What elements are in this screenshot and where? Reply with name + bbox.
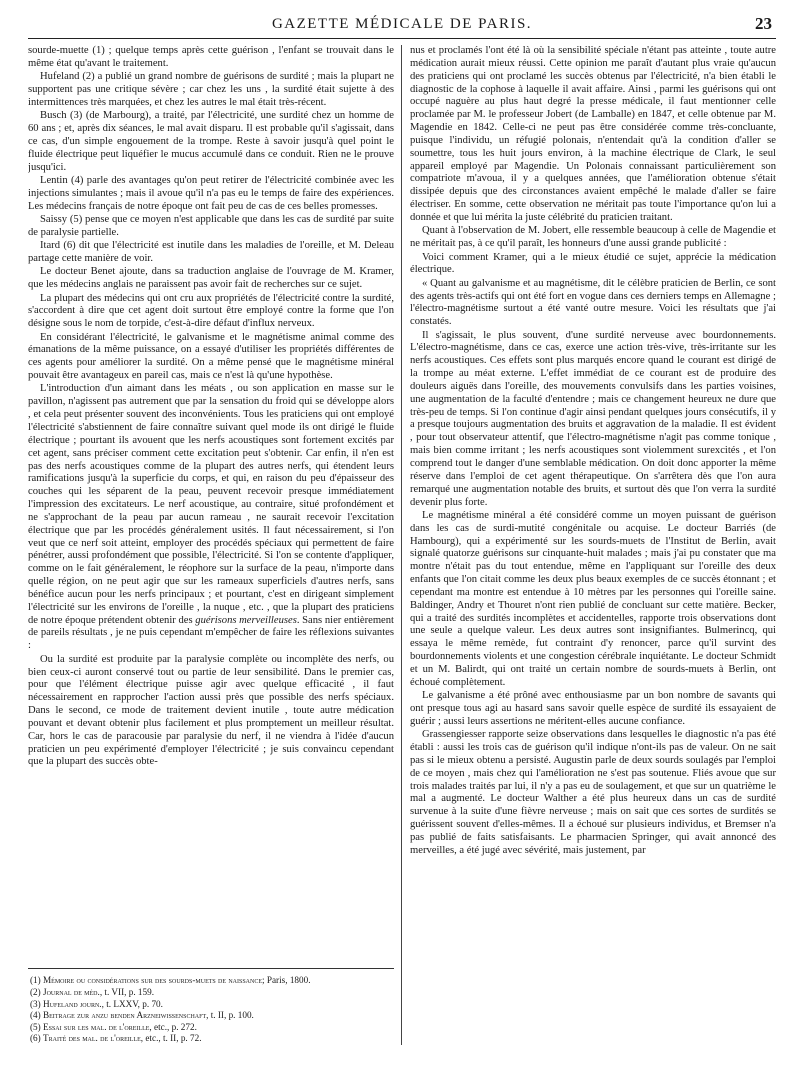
footnote-rest: ; Paris, 1800.: [262, 975, 311, 986]
footnote: [28, 1010, 394, 1022]
page-header: [28, 14, 776, 39]
footnotes: [28, 968, 394, 1045]
footnote-number: (5): [30, 1021, 41, 1032]
column-divider: [401, 45, 402, 1045]
page-number: 23: [755, 14, 772, 33]
paragraph: Itard (6) dit que l'électricité est inutile dans les maladies de l'oreille, et M. Deleau partage cette manière de voir.: [28, 240, 394, 264]
paragraph: Lentin (4) parle des avantages qu'on peut retirer de l'électricité combinée avec les injections simulantes ; mais il avoue qu'il n'a pas eu le temps de faire des expériences. Les médecins français de notre époque ont fait peu de cas de ces belles promesses.: [28, 174, 394, 212]
footnote-title: Essai sur les mal. de l'oreille: [43, 1021, 150, 1032]
footnote-number: (1): [30, 975, 41, 986]
paragraph: Quant à l'observation de M. Jobert, elle ressemble beaucoup à celle de Magendie et ne méritait pas, à ce qu'il paraît, les honneurs d'une aussi grande publicité :: [410, 225, 776, 250]
paragraph: Saissy (5) pense que ce moyen n'est applicable que dans les cas de surdité par suite de paralysie partielle.: [28, 213, 394, 238]
running-title: GAZETTE MÉDICALE DE PARIS.: [271, 16, 533, 32]
emphasis-text: guérisons merveilleuses: [195, 614, 297, 626]
right-column: [410, 45, 776, 1045]
footnote-title: Hufeland journ.: [43, 998, 102, 1009]
paragraph: Le galvanisme a été prôné avec enthousiasme par un bon nombre de savants qui ont presque tous agi au hasard sans savoir quelle espèce de surdité ils essayaient de guérir ; aussi leurs assertions ne méritent-elles aucune confiance.: [410, 690, 776, 727]
left-column: [28, 45, 394, 1045]
footnote: [28, 999, 394, 1011]
paragraph: Le docteur Benet ajoute, dans sa traduction anglaise de l'ouvrage de M. Kramer, que les médecins anglais ne paraissent pas avoir fait de recherches sur ce sujet.: [28, 266, 394, 291]
paragraph: La plupart des médecins qui ont cru aux propriétés de l'électricité contre la surdité, s'accordent à dire que cet agent doit surtout être employé contre la forme que l'on désigne sous le nom de torpide, c'est-à-dire défaut d'influx nerveux.: [28, 292, 394, 330]
paragraph: Voici comment Kramer, qui a le mieux étudié ce sujet, apprécie la médication électrique.: [410, 251, 776, 276]
paragraph: Hufeland (2) a publié un grand nombre de guérisons de surdité ; mais la plupart ne supportent pas une critique sévère ; car chez les uns , la surdité était sujette à des intermittences très marquées, et chez les autres le mal était très-récent.: [28, 71, 394, 108]
paragraph: Il s'agissait, le plus souvent, d'une surdité nerveuse avec bourdonnements. L'électro-magnétisme, dans ce cas, exerce une action très-vive, très-irritante sur les nerfs acoustiques. Ces effets sont plus marqués encore quand le courant est dirigé de la trompe au méat externe. L'effet immédiat de ce courant est de produire des douleurs aiguës dans l'oreille, des mouvements convulsifs dans les parties voisines, une augmentation de la faculté d'entendre ; mais ce changement heureux ne dure que très-peu de temps. Si l'on continue d'agir ainsi pendant quelques jours consécutifs, il y a presque toujours augmentation des bruits et aggravation de la maladie. Il est évident , pour tout observateur attentif, que l'électro-magnétisme n'agit pas comme tonique , mais bien comme irritant ; les nerfs acoustiques sont violemment surexcités , et l'on comprend tout le danger d'une semblable médication. On doit donc apporter la même réserve dans l'emploi de cet agent thérapeutique. On s'arrêtera dès que l'on aura remarqué une augmentation notable des bruits, et surtout dès que l'on verra la surdité devenir plus forte.: [410, 329, 776, 508]
right-column-body: [410, 45, 776, 1045]
footnote-title: Journal de méd.: [43, 987, 100, 998]
footnote-rest: , etc., t. II, p. 72.: [140, 1033, 202, 1044]
footnote: [28, 987, 394, 999]
footnote-rest: , t. VII, p. 159.: [99, 987, 154, 998]
left-column-body: [28, 45, 394, 964]
footnote-number: (3): [30, 998, 41, 1009]
footnote-number: (4): [30, 1010, 41, 1021]
footnote-rest: , t. LXXV, p. 70.: [101, 998, 163, 1009]
paragraph-text: . Sans nier entièrement de pareils résultats , je ne puis cependant m'empêcher de faire les réflexions suivantes :: [28, 614, 394, 652]
text-columns: [28, 45, 776, 1045]
footnote-number: (6): [30, 1033, 41, 1044]
paragraph: Le magnétisme minéral a été considéré comme un moyen puissant de guérison dans les cas de surdi-mutité congénitale ou acquise. Le docteur Barriés (de Hambourg), qui a expérimenté sur les sourds-muets de l'Institut de Berlin, avait signalé quatorze guérisons sur cinquante-huit malades ; mais j'ai pu constater que ma montre n'était pas du tout entendue, même en l'appliquant sur l'oreille des deux enfants que l'on citait comme les deux plus beaux exemples de ce succès étonnant ; et cependant ma montre est entendue à 10 mètres par les personnes qui l'oreille saine. Baldinger, Andry et Thouret n'ont rien publié de concluant sur cette matière. Becker, qui a traité des surdités incomplètes et accidentelles, rapporte trois observations dont une seule a quelque valeur. Les deux autres sont insignifiantes. Bulmerincq, qui essaya le même remède, fut contraint d'y renoncer, parce qu'il survint des bourdonnements violents et une congestion cérébrale inquiétante. Le docteur Schmidt et un M. Balirdt, qui ont traité un certain nombre de sourds-muets à Berlin, ont échoué complètement.: [410, 509, 776, 688]
paragraph: En considérant l'électricité, le galvanisme et le magnétisme animal comme des émanations de la même puissance, on a essayé d'utiliser les propriétés différentes de ces agents pour améliorer la surdité. On a même pensé que le magnétisme minéral pouvait être avantageux en pareil cas, mais ce n'est là qu'une hypothèse.: [28, 331, 394, 382]
paragraph-text: L'introduction d'un aimant dans les méats , ou son application en masse sur le pavillon, n'agissent pas autrement que par la sensation du froid qui se développe alors , et cela peut présenter souvent des inconvénients. Tous les praticiens qui ont employé l'électricité s'abstiennent de faire connaître suivant quel mode ils ont dirigé le fluide électrique ; pourtant ils avouent que les nerfs acoustiques sont fortement excités par cet agent, sans préciser comment cette excitation peut s'obtenir. Car enfin, il n'en est pas des nerfs acoustiques comme de la plupart des autres nerfs, qui étendent leurs ramifications jusqu'à la superficie du corps, et qui, en raison du peu d'épaisseur des couches qui les séparent de la peau, peuvent recevoir presque immédiatement l'impression des excitateurs. Le nerf acoustique, au contraire, situé profondément et ne s'approchant de la peau par aucun rameau , ne saurait recevoir l'excitation électrique que par les procédés généralement usités. Il faut nécessairement, si l'on veut que ce nerf soit atteint, employer des procédés spéciaux qui permettent de faire pénétrer, aussi profondément que possible, l'électricité. Si l'on se contente d'appliquer, comme on le fait généralement, le réophore sur la surface de la peau, n'importe dans quelle région, on ne peut agir que sur les rameaux superficiels d'autres nerfs, sans bénéfice aucun pour les nerfs principaux ; et pourtant, c'est en dirigeant simplement l'électricité sur les environs de l'oreille , la nuque , etc. , que la plupart des praticiens de notre époque prétendent obtenir des: [28, 383, 394, 626]
paragraph: Ou la surdité est produite par la paralysie complète ou incomplète des nerfs, ou bien ceux-ci auront conservé tout ou partie de leur sensibilité. Dans le premier cas, pour que l'élément électrique puisse agir avec quelque efficacité , il faut nécessairement en rapprocher l'action aussi près que possible des nerfs spéciaux. Dans le second, ce mode de traitement devient inutile , toute autre médication pouvant et devant obtenir plus facilement et plus promptement un meilleur résultat. Car, hors le cas de paracousie par paralysie du nerf, il ne viendra à l'idée d'aucun praticien un peu expérimenté d'employer l'électricité ; je suis convaincu cependant que la plupart des succès obte-: [28, 653, 394, 768]
footnote-rest: , t. II, p. 100.: [206, 1010, 254, 1021]
paragraph: « Quant au galvanisme et au magnétisme, dit le célèbre praticien de Berlin, ce sont des agents très-actifs qui ont été fort en vogue dans ces derniers temps en Allemagne ; l'électro-magnétisme surtout a été vanté outre mesure. Voici les résultats que j'ai constatés.: [410, 277, 776, 328]
paragraph: Busch (3) (de Marbourg), a traité, par l'électricité, une surdité chez un homme de 60 ans ; et, après dix séances, le mal avait disparu. Il est probable qu'il s'agissait, dans ce cas, d'un simple engouement de la trompe. Reste à savoir jusqu'à quel point le fluide électrique peut liquéfier le mucus accumulé dans ce conduit. Rien ne le prouve jusqu'ici.: [28, 110, 394, 173]
footnote-title: Mémoire ou considérations sur des sourds-muets de naissance: [43, 975, 263, 986]
paragraph: [28, 383, 394, 653]
footnote: [28, 1033, 394, 1045]
paragraph: sourde-muette (1) ; quelque temps après cette guérison , l'enfant se trouvait dans le même état qu'avant le traitement.: [28, 45, 394, 69]
footnote-title: Traité des mal. de l'oreille: [43, 1033, 141, 1044]
footnote: [28, 975, 394, 987]
footnote-title: Beitrage zur anzu benden Arzneiwissenschaft: [43, 1010, 207, 1021]
footnote-rest: , etc., p. 272.: [149, 1021, 197, 1032]
footnote: [28, 1022, 394, 1034]
footnote-number: (2): [30, 987, 41, 998]
paragraph: Grassengiesser rapporte seize observations dans lesquelles le diagnostic n'a pas été établi : aussi les trois cas de guérison qu'il indique n'ont-ils pas de valeur. On ne sait pas si le mieux obtenu a persisté. Augustin parle de deux sourds soulagés par l'emploi de ce moyen , mais chez qui l'amélioration ne s'est pas soutenue. Fliés avoue que sur trois malades traités par lui, il n'y a pas eu de soulagement, et que sur un quatrième le mal a augmenté. Le docteur Walther a été plus heureux dans un cas de surdité survenue à la suite d'une fièvre nerveuse ; mais on sait que ces sortes de surdités se guérissent souvent d'elles-mêmes. Il a échoué sur plusieurs individus, et Bremser n'a pas publié de faits satisfaisants. Le pharmacien Springer, qui avait annoncé des merveilles, a été jugé avec sévérité, mais justement, par: [410, 729, 776, 856]
paragraph: nus et proclamés l'ont été là où la sensibilité spéciale n'étant pas atteinte , toute autre médication aurait mieux réussi. Cette opinion me paraît d'autant plus vraie qu'aucun des praticiens qui ont proclamé les succès obtenus par l'électricité, n'a bien établi le diagnostic de la cophose à laquelle il avait affaire. Ainsi , parmi les guérisons qui ont occupé naguère au plus haut degré la presse médicale, il faut mentionner celle proclamée par M. le professeur Jobert (de Lamballe) en 1847, et celle obtenue par M. Magendie en 1842. Celle-ci ne peut pas être considérée comme très-concluante, puisque l'individu, un réfugié polonais, n'entendait qu'à la condition d'aller se soumettre, tous les huit jours environ, à la machine électrique de Clark, le seul appareil employé par Magendie. Un Polonais connaissant particulièrement son compatriote m'avoua, il y a quelques années, que l'amélioration obtenue s'était dissipée depuis que des circonstances avaient empêché le malade d'aller se faire électriser. En somme, cette observation ne méritait pas toute l'importance qu'on lui a donnée et que lui mérita la juste célébrité du praticien traitant.: [410, 45, 776, 223]
